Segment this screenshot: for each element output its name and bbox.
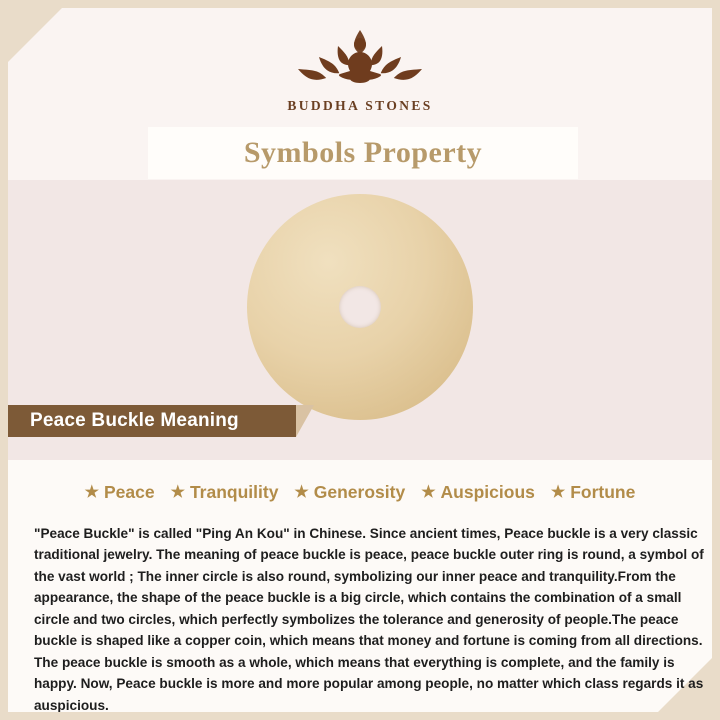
keyword-list [8, 482, 712, 503]
peace-buckle-disc [247, 194, 473, 420]
star-icon: ★ [170, 483, 185, 501]
keyword-auspicious [421, 482, 535, 503]
keyword-label: Generosity [313, 482, 406, 502]
brand-logo [8, 30, 712, 114]
keyword-fortune [551, 482, 635, 503]
page-title-text: Symbols Property [243, 136, 483, 169]
page-title [148, 127, 578, 179]
keyword-generosity [294, 482, 405, 503]
content-panel [8, 8, 712, 712]
keyword-tranquility [171, 482, 279, 503]
keyword-label: Fortune [570, 482, 636, 502]
keyword-label: Peace [103, 482, 155, 502]
star-icon: ★ [84, 483, 99, 501]
star-icon: ★ [421, 483, 436, 501]
brand-name: BUDDHA STONES [287, 98, 433, 113]
keyword-label: Tranquility [189, 482, 279, 502]
star-icon: ★ [294, 483, 309, 501]
peace-buckle-hole [339, 286, 381, 328]
ribbon-tail [296, 405, 314, 437]
description-paragraph: "Peace Buckle" is called "Ping An Kou" in Chinese. Since ancient times, Peace buckle is a very classic traditional jewelry. The meaning of peace buckle is peace, peace buckle outer ring is round, a symbol of the vast world ; The inner circle is also round, symbolizing our inner peace and tranquility.From the appearance, the shape of the peace buckle is a big circle, which contains the combination of a small circle and two circles, which perfectly symbolizes the tolerance and generosity of people.The peace buckle is shaped like a copper coin, which means that money and fortune is coming from all directions. The peace buckle is smooth as a whole, which means that everything is complete, and the family is happy. Now, Peace buckle is more and more popular among people, no matter which class regards it as auspicious. [34, 525, 704, 712]
section-ribbon [8, 405, 296, 437]
keyword-peace [85, 482, 155, 503]
section-ribbon-label: Peace Buckle Meaning [30, 410, 239, 431]
lotus-meditation-icon [285, 30, 435, 92]
product-image [8, 194, 712, 420]
keyword-label: Auspicious [440, 482, 535, 502]
star-icon: ★ [550, 483, 566, 501]
